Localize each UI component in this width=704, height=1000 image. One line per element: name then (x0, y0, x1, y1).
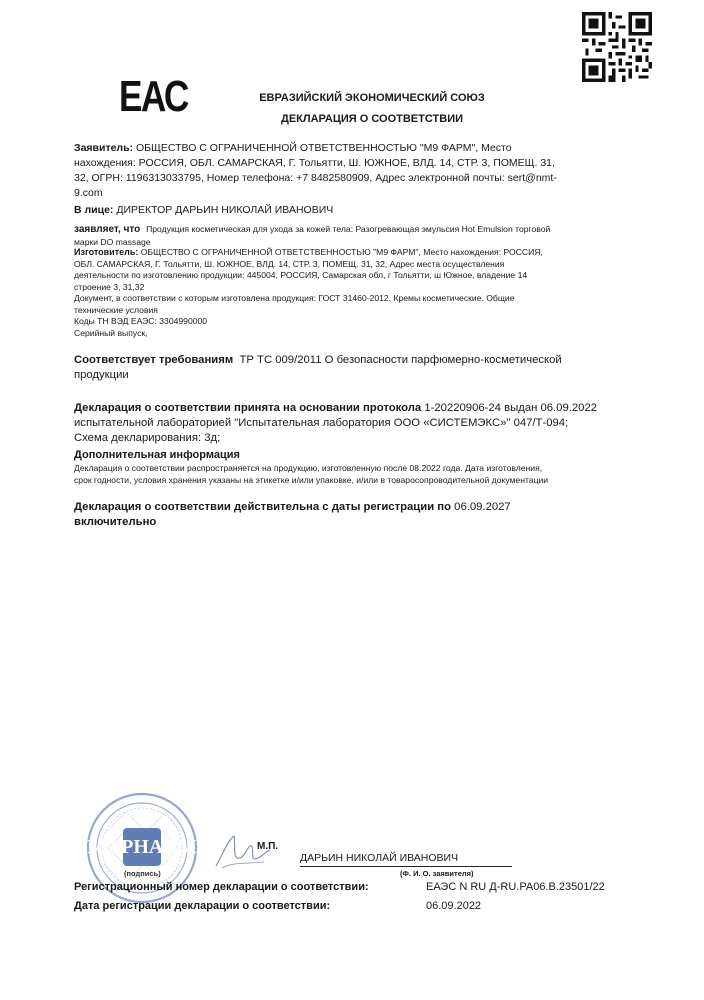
conforms-section (74, 353, 634, 383)
podpis-caption: (подпись) (124, 869, 161, 878)
validity-value: 06.09.2027 (454, 501, 511, 513)
conforms-line: ТР ТС 009/2011 О безопасности парфюмерно-косметической (239, 354, 562, 366)
qr-code (582, 12, 652, 82)
stamp-text: М9 PHARM (87, 836, 197, 858)
applicant-line: 9.com (74, 187, 103, 199)
applicant-section (74, 141, 634, 201)
declares-line: Продукция косметическая для ухода за кожей тела: Разогревающая эмульсия Hot Emulsion торговой (146, 224, 551, 234)
union-heading: ЕВРАЗИЙСКИЙ ЭКОНОМИЧЕСКИЙ СОЮЗ (259, 92, 485, 104)
additional-section (74, 448, 654, 486)
protocol-line: Схема декларирования: 3д; (74, 432, 221, 444)
manufacturer-line: ОБЛ. САМАРСКАЯ, Г. Тольятти, Ш. ЮЖНОЕ, ВЛД. 14, СТР. 3, ПОМЕЩ. 31, 32, Адрес места осуществления (74, 258, 505, 269)
manufacturer-label: Изготовитель: (74, 247, 139, 257)
registration-number-row (74, 881, 654, 893)
applicant-line: 32, ОГРН: 1196313033795, Номер телефона: +7 8482580909, Адрес электронной почты: sert@nmt- (74, 172, 557, 184)
signer-name: ДАРЬИН НИКОЛАЙ ИВАНОВИЧ (300, 852, 459, 864)
manufacturer-line: строение 3, 31,32 (74, 281, 145, 292)
stamp-place-label: М.П. (257, 841, 279, 852)
declares-section (74, 222, 634, 249)
protocol-line: 1-20220906-24 выдан 06.09.2022 (424, 402, 598, 414)
manufacturer-line: Серийный выпуск, (74, 327, 148, 338)
person-section (74, 203, 634, 218)
manufacturer-line: деятельности по изготовлению продукции: 445004, РОССИЯ, Самарская обл, г Тольятти, ш Южное, владение 14 (74, 270, 528, 280)
manufacturer-line: ОБЩЕСТВО С ОГРАНИЧЕННОЙ ОТВЕТСТВЕННОСТЬЮ "М9 ФАРМ", Место нахождения: РОССИЯ, (140, 247, 543, 257)
manufacturer-line: технические условия (74, 304, 158, 315)
additional-line: Декларация о соответствии распространяется на продукцию, изготовленную после 08.2022 года. Дата изготовления, (74, 463, 543, 473)
person-value: ДИРЕКТОР ДАРЬИН НИКОЛАЙ ИВАНОВИЧ (116, 204, 334, 216)
applicant-line: ОБЩЕСТВО С ОГРАНИЧЕННОЙ ОТВЕТСТВЕННОСТЬЮ "М9 ФАРМ", Место (135, 142, 512, 154)
registration-number-value: ЕАЭС N RU Д-RU.PA06.B.23501/22 (426, 881, 605, 893)
conforms-line: продукции (74, 369, 129, 381)
additional-line: срок годности, условия хранения указаны на этикетке и/или упаковке, и/или в товаросопроводительной документации (74, 474, 549, 485)
validity-line: включительно (74, 516, 157, 528)
registration-date-label: Дата регистрации декларации о соответствии: (74, 900, 331, 912)
protocol-section (74, 401, 654, 446)
eac-logo: ЕАС (119, 72, 188, 121)
document-title: ДЕКЛАРАЦИЯ О СООТВЕТСТВИИ (280, 113, 464, 125)
conforms-label: Соответствует требованиям (74, 354, 234, 366)
validity-label: Декларация о соответствии действительна с даты регистрации по (74, 501, 452, 513)
signature-line (300, 866, 512, 867)
manufacturer-line: Документ, в соответствии с которым изготовлена продукция: ГОСТ 31460-2012. Кремы косметические. Общие (74, 293, 515, 303)
manufacturer-section (74, 247, 634, 339)
protocol-line: испытательной лабораторией "Испытательная лаборатория ООО «СИСТЕМЭКС»" 047/Т-094; (74, 417, 569, 429)
fio-caption: (Ф. И. О. заявителя) (400, 869, 474, 878)
validity-section (74, 500, 654, 530)
registration-date-row (74, 900, 654, 912)
registration-date-value: 06.09.2022 (426, 900, 482, 912)
applicant-label: Заявитель: (74, 142, 134, 154)
additional-label: Дополнительная информация (74, 449, 240, 461)
protocol-label: Декларация о соответствии принята на основании протокола (74, 402, 422, 414)
registration-number-label: Регистрационный номер декларации о соответствии: (74, 881, 369, 893)
manufacturer-line: Коды ТН ВЭД ЕАЭС: 3304990000 (74, 316, 208, 326)
declares-line: марки DO massage (74, 237, 151, 247)
applicant-line: нахождения: РОССИЯ, ОБЛ. САМАРСКАЯ, Г. Тольятти, Ш. ЮЖНОЕ, ВЛД. 14, СТР. 3, ПОМЕЩ. 31, (74, 157, 555, 169)
declares-label: заявляет, что (74, 224, 141, 235)
person-label: В лице: (74, 204, 114, 216)
